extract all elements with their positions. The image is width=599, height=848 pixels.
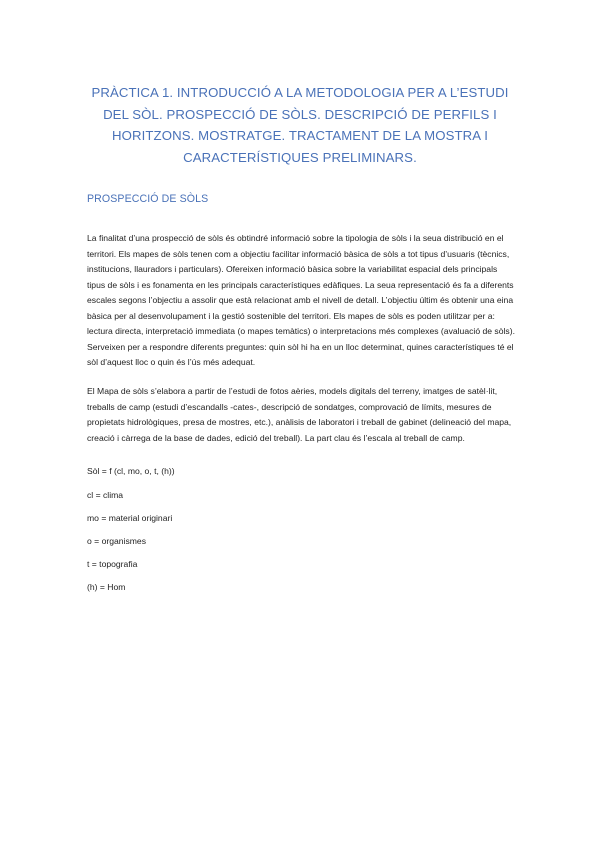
definition-climate: cl = clima xyxy=(87,490,124,500)
definition-human: (h) = Hom xyxy=(87,582,126,592)
definition-parent-material: mo = material originari xyxy=(87,513,173,523)
body-paragraph-2: El Mapa de sòls s’elabora a partir de l’estudi de fotos aèries, models digitals del terreny, imatges de satèl·lit, treballs de camp (estudi d’escandalls -cates-, descripció de sondatges, comprovació de límits, mesures de propietats hidrològiques, presa de mostres, etc.), anàlisis de laboratori i treball de gabinet (delineació del mapa, creació i càrrega de la base de dades, edició del treball). La part clau és l’escala al treball de camp. xyxy=(87,386,512,443)
body-paragraph-1: La finalitat d’una prospecció de sòls és obtindré informació sobre la tipologia de sòls i la seua distribució en el territori. Els mapes de sòls tenen com a objectiu facilitar informació bàsica de sòls a tot tipus d’usuaris (tècnics, institucions, llauradors i particulars). Ofereixen informació bàsica sobre la variabilitat espacial dels principals tipus de sòls i es fonamenta en les principals característiques edàfiques. La seua representació és fa a diferents escales segons l’objectiu a assolir que està relacionat amb el nivell de detall. L’objectiu últim és obtenir una eina bàsica per al desenvolupament i la gestió sostenible del territori. Els mapes de sòls es poden utilitzar per a: lectura directa, interpretació immediata (o mapes temàtics) o interpretacions més complexes (avaluació de sòls). Serveixen per a respondre diferents preguntes: quin sòl hi ha en un lloc determinat, quines característiques té el sòl d’aquest lloc o quin és l’ús més adequat. xyxy=(87,233,515,367)
definition-organisms: o = organismes xyxy=(87,536,146,546)
section-heading: PROSPECCIÓ DE SÒLS xyxy=(87,193,209,205)
soil-formula: Sòl = f (cl, mo, o, t, (h)) xyxy=(87,466,175,476)
definition-topography: t = topografia xyxy=(87,559,138,569)
document-title: PRÀCTICA 1. INTRODUCCIÓ A LA METODOLOGIA PER A L’ESTUDI DEL SÒL. PROSPECCIÓ DE SÒLS. DESCRIPCIÓ DE PERFILS I HORITZONS. MOSTRATGE. TRACTAMENT DE LA MOSTRA I CARACTERÍSTIQUES PRELIMINARS. xyxy=(91,85,509,165)
